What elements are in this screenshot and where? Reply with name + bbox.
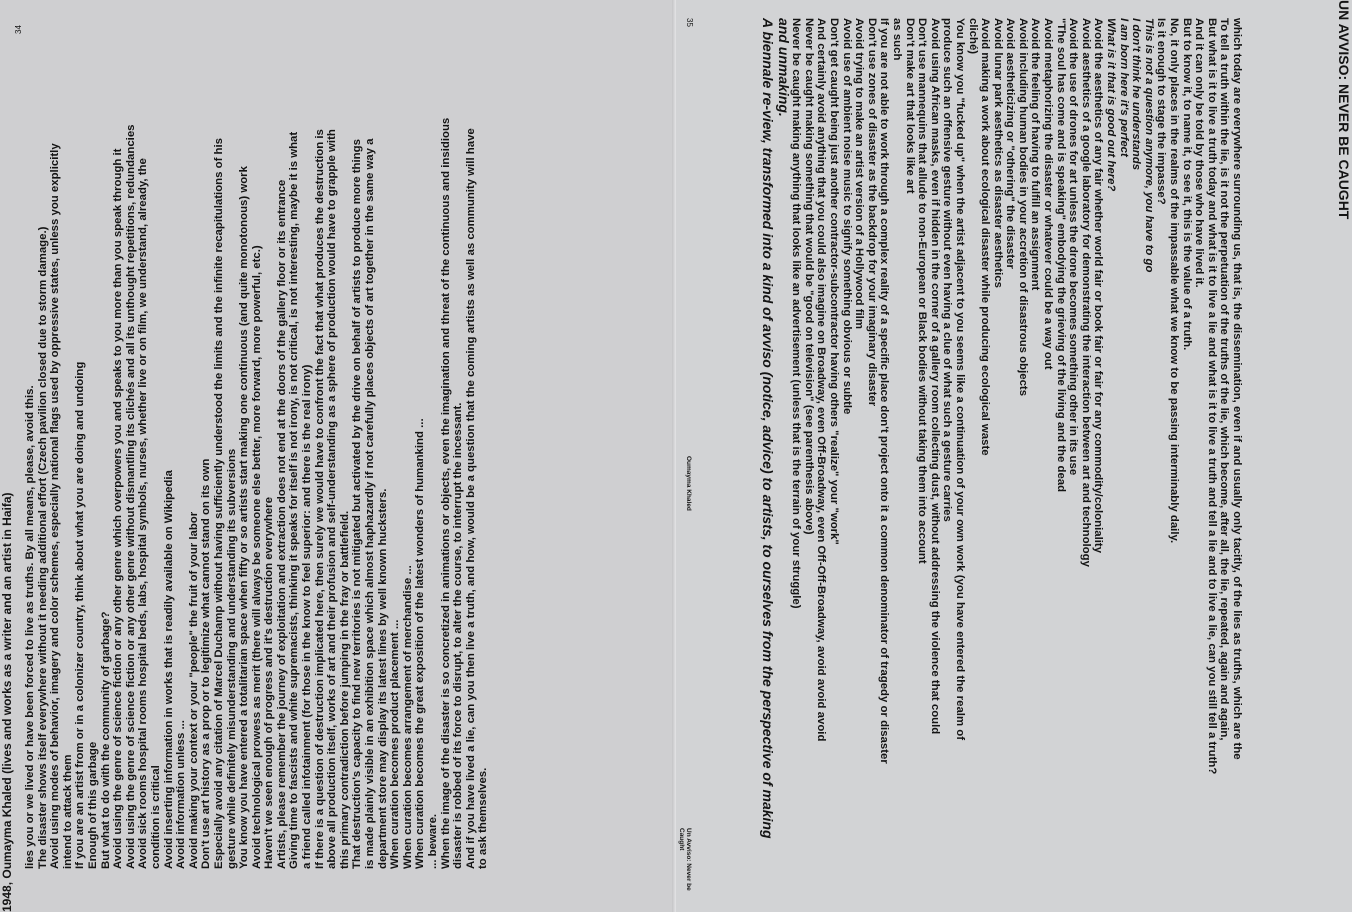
text-line: as such [890,18,903,61]
text-line: Avoid including human bodies in your accretion of disastrous objects [1016,18,1029,397]
text-line: which today are everywhere surrounding us, that is, the dissemination, even if and usually only tacitly, of the lies as truths, which are the [1231,18,1243,760]
text-line: That destruction's capacity to find new territories is not mitigated but activated by the drive on behalf of artists to produce more things [351,139,364,869]
text-line: No, it only places in the realms of the impassable what we know to be passing interminably daily. [1168,18,1181,544]
right-page-number: 35 [685,18,694,27]
text-line: When curation becomes product placement ... [389,619,402,869]
text-line: Avoid aesthetics of a google laboratory for demonstrating the interaction between art and technology [1079,18,1092,567]
text-line: Never be caught making anything that looks like an advertisement (unless that is the terrain of your struggle) [790,18,803,609]
text-line: When the image of the disaster is so concretized in animations or objects, even the imagination and threat of the continuous and insidious [439,117,452,869]
text-line: Don't make art that looks like art [903,18,916,194]
text-line: Avoid sick rooms hospital rooms hospital beds, labs, hospital symbols, nurses, whether live or on film, we understand, already, the [137,158,150,869]
article-title: UN AVVISO: NEVER BE CAUGHT [1336,0,1352,220]
text-line: gesture while definitely misunderstanding and understanding its subversions [225,448,238,869]
text-line: Especially avoid any citation of Marcel Duchamp without having sufficiently understood the limits and the infinite recapitulations of his [212,137,225,869]
text-line: Avoid aestheticizing or "othering" the disaster [1004,18,1017,269]
text-line: Don't use art history as a prop or to legitimize what cannot stand on its own [200,458,213,869]
right-page [676,0,1352,912]
text-line: If you are an artist from or in a colonizer country, think about what you are doing and undoing [74,361,87,869]
text-line: Avoid trying to make an artist version of a Hollywood film [853,18,866,329]
right-page-rotated-content [676,0,1352,912]
text-line: and unmaking. [776,18,792,117]
text-line: Avoid using the genre of science fiction or any other genre which overpowers you and speaks to you more than you speak through it [112,148,125,869]
text-line: Don't use zones of disaster as the backdrop for your imaginary disaster [865,18,878,407]
text-line: Is it enough to stage the impasse? [1155,18,1168,205]
text-line: is made plainly visible in an exhibition space which almost haphazardly if not carefully places objects of art together in the same way a [364,138,377,869]
left-body-text [24,118,490,869]
text-line: Avoid using African masks, even if hidden in the corner of a gallery room collecting dust, without addressing the violence that could [928,18,941,735]
text-line: "The soul has come and is speaking" embodying the grieving of the living and the dead [1054,18,1067,493]
article-subtitle [760,18,792,839]
text-line: this primary contradiction before jumping in the fray or battlefield. [338,510,351,869]
text-line: Giving time to fascists and white supremacists, thinking it speaks for itself is not irony, is not critical, is not interesting, maybe it is what [288,131,301,869]
running-head-author: Oumayma Khaled [685,456,692,511]
text-line: ... beware. [427,813,439,869]
text-line: If there is a question of destruction implicated here, then surely we would have to confront the fact that what produces the destruction is [313,129,326,869]
text-line: Avoid technological prowess as merit (there will always be someone else better, more forward, more powerful, etc.) [250,245,263,869]
running-head-title: Un Avviso: Never be Caught [678,828,692,891]
text-line: To tell a truth within the lie, is it not the perpetuation of the truths of the lie, which become, after all, the lie, repeated, again and again, [1218,18,1231,741]
right-body-text [790,18,1243,774]
text-line: Haven't we seen enough of progress and it's destruction everywhere [263,497,276,869]
text-line: I am born here it's perfect [1117,18,1130,157]
text-line: Avoid the aesthetics of any fair whether world fair or book fair or fair for any commodity/coloniality [1092,18,1105,554]
text-line: When curation becomes arrangement of merchandise ... [401,565,414,869]
text-line: Avoid using modes of behavior, imagery and color schemes, especially national flags used by oppressive states, unless you explicitly [49,143,62,869]
text-line: to ask themselves. [477,767,490,869]
text-line: Avoid using the genre of science fiction or any other genre without dismantling its clichés and all its unthought repetitions, redundancies [124,124,137,869]
text-line: Avoid making your context or your "people" the fruit of your labor [187,511,200,869]
text-line: Avoid the use of drones for art unless the drone becomes something other in its use [1067,18,1080,476]
text-line: condition is critical [149,765,162,869]
text-line: intend to attack them [61,754,74,869]
text-line: And if you have lived a lie, can you then live a truth, and how, would be a question that the coming artists as well as community will have [464,128,477,869]
text-line: And certainly avoid anything that you could also imagine on Broadway, even Off-Broadway, even Off-Off-Broadway, avoid avoid avoid [815,18,828,742]
text-line: lies you or we lived or have been forced to live as truths. By all means, please, avoid this. [24,385,36,869]
text-line: Avoid lunar park aesthetics as disaster aesthetics [991,18,1004,288]
author-signature: 1948, Oumayma Khaled (lives and works as a writer and an artist in Haifa) [0,492,14,912]
text-line: When curation becomes the great exposition of the latest wonders of humankind ... [414,418,427,869]
text-line: Artists, please remember the journey of exploitation and extraction does not end at the doors of the gallery floor or its entrance [275,179,288,869]
text-line: Avoid use of ambient noise music to signify something obvious or subtle [840,18,853,415]
left-page-number: 34 [14,25,23,34]
text-line: This is not a question anymore, you have to go [1142,18,1155,273]
text-line: But what is it to live a truth today and what is it to live a lie and what is it to live a truth and tell a lie and to live a lie, can you still tell a truth? [1205,18,1218,775]
text-line: You know you have entered a totalitarian space when fifty or so artists start making one continuous (and quite monotonous) work [238,166,251,869]
text-line: a friend called infotainment (for those in the know to feel superior: and there is the real irony) [301,364,314,869]
text-line: produce such an offensive gesture without even having a clue of what such a gesture carries [941,18,954,522]
text-line: But what to do with the community of garbage? [99,611,112,869]
text-line: Avoid information unless ... [175,720,188,869]
text-line: I don't think he understands [1130,18,1143,171]
text-line: You know you "fucked up" when the artist adjacent to you seems like a continuation of your own work (you have entered the realm of [953,18,966,740]
text-line: Avoid the feeling of having to fulfill an assignment [1029,18,1042,291]
text-line: What is it that is good out here? [1105,18,1118,192]
text-line: But to know it, to name it, to see it, this is the value of a truth. [1180,18,1193,351]
text-line: Don't get caught being just another contractor-subcontractor having others "realize" your "work" [828,18,840,545]
text-line: Avoid inserting information in works that is readily available on Wikipedia [162,470,175,869]
text-line: department store may display its latest lines by well known hucksters. [376,488,389,869]
text-line: disaster is robbed of its force to disrupt, to alter the course, to interrupt the incessant. [452,402,465,869]
text-line: cliché) [966,18,979,55]
text-line: Avoid making a work about ecological disaster while producing ecological waste [979,18,992,456]
text-line: Never be caught making something that would be "good on television" (see parenthesis above) [802,18,815,535]
text-line: above all production itself, works of art and their profusion and self-understanding as a sphere of production would have to grapple with [326,129,339,869]
text-line: And it can only be told by those who have lived it. [1193,18,1206,288]
text-line: If you are not able to work through a complex reality of a specific place don't project onto it a common denominator of tragedy or disaster [878,18,891,764]
text-line: Enough of this garbage [86,741,99,869]
text-line: Avoid metaphorizing the disaster or whatever could be a way out [1042,18,1055,370]
text-line: A biennale re-view, transformed into a kind of avviso (notice, advice) to artists, to ourselves from the perspective of making [760,18,776,839]
text-line: The disaster shows itself everywhere without it needing additional effort (Czech pavilion closed due to storm damage.) [36,226,49,869]
text-line: Don't use mannequins that allude to non-European or Black bodies without taking them into account [916,18,929,564]
